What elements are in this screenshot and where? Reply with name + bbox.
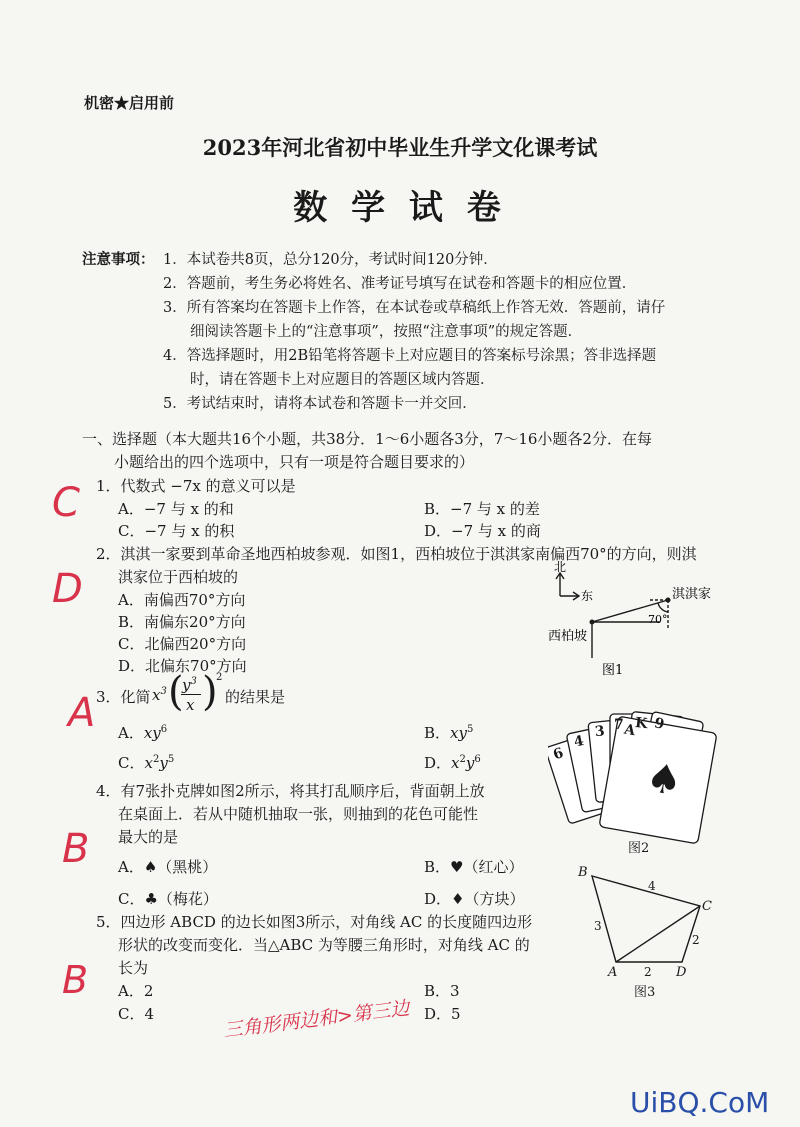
q3-option-d: D．$x^2y^6$	[424, 754, 481, 772]
vertex-c: C	[702, 899, 712, 914]
handwritten-answer-q1: C	[52, 480, 80, 526]
handwritten-answer-q3: A	[68, 690, 96, 736]
question-4-stem: 4．有7张扑克牌如图2所示，将其打乱顺序后，背面朝上放	[96, 782, 485, 800]
note-item: 时，请在答题卡上对应题目的答题区域内答题．	[190, 372, 495, 388]
confidential-label: 机密★启用前	[84, 94, 175, 112]
q2-option-c: C．北偏西20°方向	[118, 635, 247, 653]
north-label: 北	[554, 560, 567, 574]
handwritten-answer-q2: D	[52, 566, 83, 612]
exam-title: 2023年河北省初中毕业生升学文化课考试	[202, 135, 598, 160]
q1-option-c: C．−7 与 x 的积	[118, 522, 235, 540]
q5-option-d: D．5	[424, 1005, 461, 1023]
q5-option-a: A．2	[118, 982, 154, 1000]
note-item: 2．答题前，考生务必将姓名、准考证号填写在试卷和答题卡的相应位置．	[163, 276, 637, 292]
question-3-number: 3．化简	[96, 688, 151, 706]
figure-3-quadrilateral	[572, 862, 732, 1000]
q5-option-b: B．3	[424, 982, 460, 1000]
home-point	[666, 598, 671, 603]
vertex-a: A	[608, 965, 618, 980]
note-item: 1．本试卷共8页，总分120分，考试时间120分钟．	[163, 252, 498, 268]
card-rank: 4	[572, 732, 586, 751]
xibaipo-point	[590, 620, 595, 625]
q2-option-a: A．南偏西70°方向	[118, 591, 246, 609]
home-label: 淇淇家	[672, 587, 712, 602]
card-rank: 9	[652, 715, 666, 733]
q3-option-b: B．$xy^5$	[424, 724, 474, 742]
note-item: 3．所有答案均在答题卡上作答，在本试卷或草稿纸上作答无效．答题前，请仔	[163, 300, 666, 316]
card-rank: A	[622, 721, 637, 740]
q2-option-d: D．北偏东70°方向	[118, 657, 247, 675]
subject-title: 数 学 试 卷	[293, 188, 507, 228]
q1-option-a: A．−7 与 x 的和	[118, 500, 234, 518]
section-heading: 一、选择题（本大题共16个小题，共38分．1～6小题各3分，7～16小题各2分．在每	[82, 430, 652, 448]
angle-label: 70°	[648, 613, 668, 626]
q5-option-c: C．4	[118, 1005, 155, 1023]
figure-3-caption: 图3	[634, 985, 656, 1000]
card-rank: 7	[614, 717, 624, 733]
side-ad-length: 2	[644, 965, 652, 979]
watermark: UiBQ.CoM	[630, 1086, 770, 1119]
xibaipo-label: 西柏坡	[548, 629, 588, 644]
card-rank: 6	[551, 745, 566, 764]
figure-1-compass-diagram	[540, 560, 730, 680]
handwritten-answer-q4: B	[62, 826, 90, 872]
side-bc-length: 4	[648, 879, 656, 893]
notes-label: 注意事项：	[82, 251, 155, 268]
question-4-stem-cont: 最大的是	[118, 828, 179, 846]
note-item: 4．答选择题时，用2B铅笔将答题卡上对应题目的答案标号涂黑；答非选择题	[163, 348, 657, 364]
q2-option-b: B．南偏东20°方向	[118, 613, 246, 631]
q4-option-b: B．♥（红心）	[424, 858, 524, 876]
east-label: 东	[581, 589, 594, 603]
q3-option-c: C．$x^2y^5$	[118, 754, 175, 772]
question-5-stem-cont: 形状的改变而变化．当△ABC 为等腰三角形时，对角线 AC 的	[118, 936, 530, 954]
side-cd-length: 2	[692, 933, 700, 947]
question-4-stem-cont: 在桌面上．若从中随机抽取一张，则抽到的花色可能性	[118, 805, 479, 823]
q1-option-b: B．−7 与 x 的差	[424, 500, 540, 518]
handwritten-answer-q5: B	[62, 958, 89, 1002]
question-5-stem: 5．四边形 ABCD 的边长如图3所示，对角线 AC 的长度随四边形	[96, 913, 533, 931]
note-item: 细阅读答题卡上的“注意事项”，按照“注意事项”的规定答题．	[190, 324, 583, 340]
figure-1-caption: 图1	[602, 663, 624, 678]
q3-option-a: A．$xy^6$	[118, 724, 168, 742]
handwritten-note: 三角形两边和>第三边	[222, 997, 411, 1042]
question-2-stem-cont: 淇家位于西柏坡的	[118, 568, 239, 586]
side-ab-length: 3	[594, 919, 602, 933]
question-1-stem: 1．代数式 −7x 的意义可以是	[96, 477, 296, 495]
figure-2-caption: 图2	[628, 841, 650, 856]
spade-icon: ♠	[642, 754, 686, 806]
q4-option-a: A．♠（黑桃）	[118, 858, 218, 876]
vertex-b: B	[578, 865, 588, 880]
card-rank: 3	[594, 723, 606, 741]
question-5-stem-cont: 长为	[118, 959, 149, 977]
card-rank: K	[634, 714, 649, 733]
q4-option-c: C．♣（梅花）	[118, 890, 218, 908]
q4-option-d: D．♦（方块）	[424, 890, 525, 908]
note-item: 5．考试结束时，请将本试卷和答题卡一并交回．	[163, 396, 477, 412]
section-heading-cont: 小题给出的四个选项中，只有一项是符合题目要求的）	[114, 453, 475, 471]
q1-option-d: D．−7 与 x 的商	[424, 522, 541, 540]
question-2-stem: 2．淇淇一家要到革命圣地西柏坡参观．如图1，西柏坡位于淇淇家南偏西70°的方向，则淇	[96, 545, 697, 563]
figure-2-playing-cards	[548, 700, 728, 860]
vertex-d: D	[676, 965, 687, 980]
question-3-tail: 的结果是	[225, 688, 286, 706]
